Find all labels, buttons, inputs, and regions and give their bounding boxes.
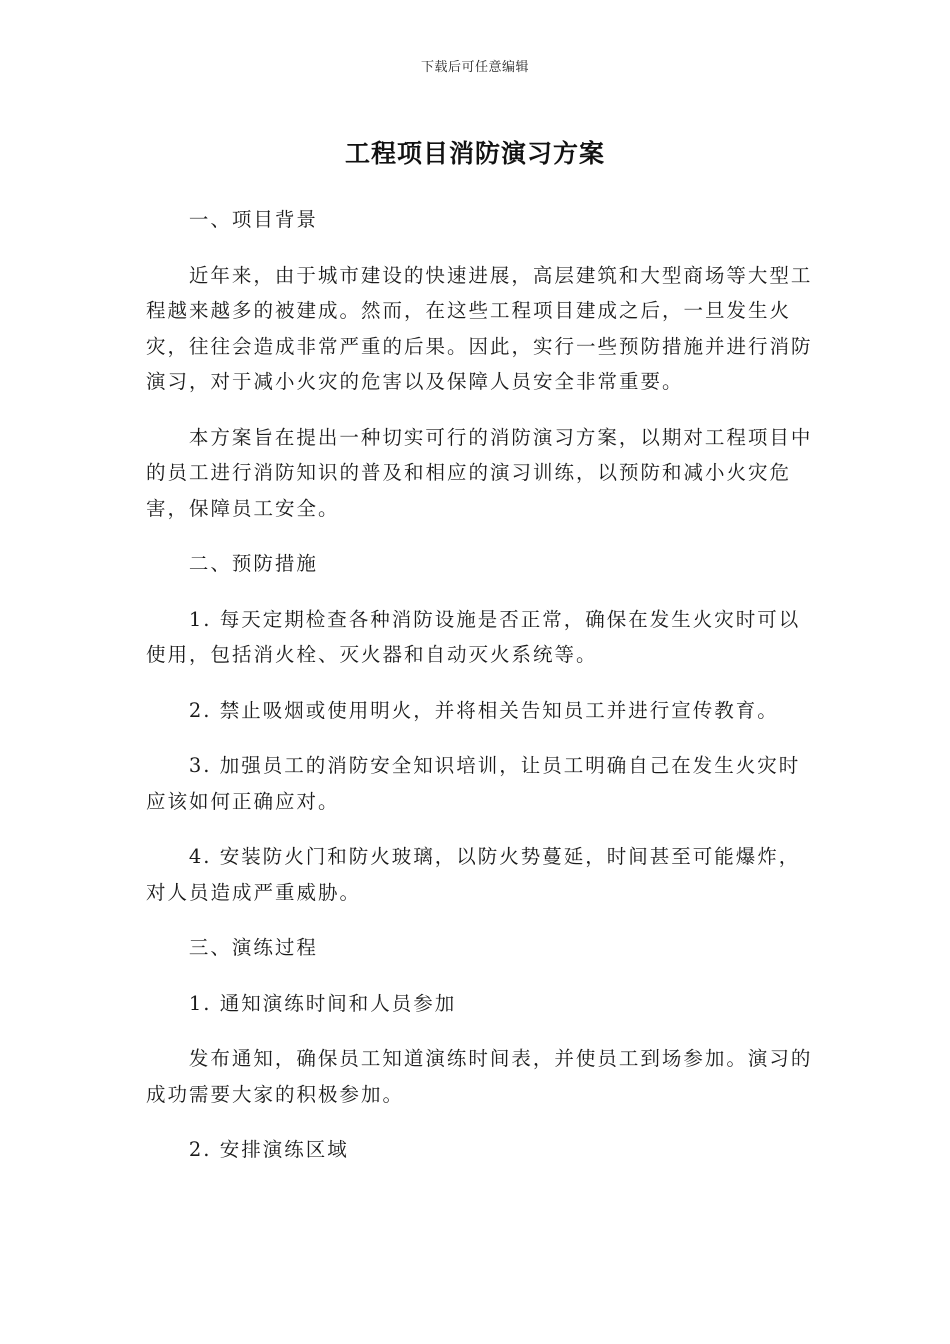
document-body (146, 202, 816, 1168)
list-item-prevention-4: 4. 安装防火门和防火玻璃，以防火势蔓延，时间甚至可能爆炸，对人员造成严重威胁。 (146, 845, 801, 904)
paragraph-drill-notice: 发布通知，确保员工知道演练时间表，并使员工到场参加。演习的成功需要大家的积极参加。 (146, 1047, 813, 1106)
list-item-prevention-1: 1. 每天定期检查各种消防设施是否正常，确保在发生火灾时可以使用，包括消火栓、灭火器和自动灭火系统等。 (146, 607, 801, 666)
document-title: 工程项目消防演习方案 (344, 139, 605, 168)
list-item-prevention-2: 2. 禁止吸烟或使用明火，并将相关告知员工并进行宣传教育。 (188, 698, 779, 722)
list-item-drill-2: 2. 安排演练区域 (188, 1138, 349, 1161)
paragraph-background-2: 本方案旨在提出一种切实可行的消防演习方案，以期对工程项目中的员工进行消防知识的普及和相应的演习训练，以预防和减小火灾危害，保障员工安全。 (146, 425, 813, 520)
section-heading-prevention: 二、预防措施 (188, 552, 318, 575)
section-heading-background: 一、项目背景 (188, 208, 318, 231)
section-heading-drill-process: 三、演练过程 (188, 936, 318, 959)
header-note: 下载后可任意编辑 (420, 60, 529, 75)
list-item-drill-1: 1. 通知演练时间和人员参加 (188, 991, 457, 1015)
paragraph-background-1: 近年来，由于城市建设的快速进展，高层建筑和大型商场等大型工程越来越多的被建成。然而，在这些工程项目建成之后，一旦发生火灾，往往会造成非常严重的后果。因此，实行一些预防措施并进行消防演习，对于减小火灾的危害以及保障人员安全非常重要。 (146, 263, 813, 393)
list-item-prevention-3: 3. 加强员工的消防安全知识培训，让员工明确自己在发生火灾时应该如何正确应对。 (146, 754, 801, 813)
